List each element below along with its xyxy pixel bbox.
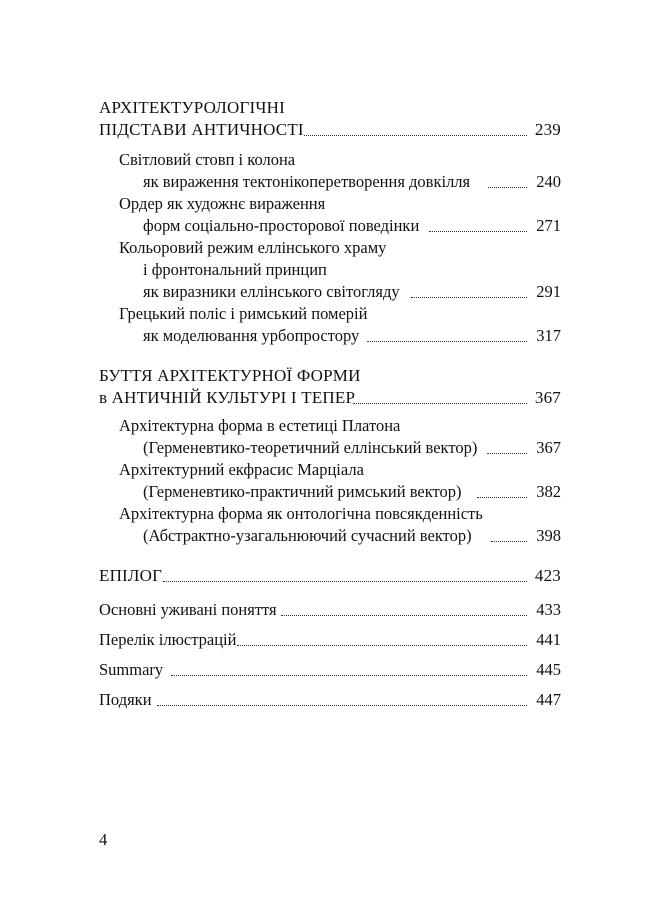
toc-appendix-line	[99, 629, 561, 651]
entry-text: (Абстрактно-узагальнюючий сучасний вектор)	[143, 526, 472, 545]
page-number: 271	[536, 216, 561, 235]
section-title-line	[99, 387, 561, 409]
section-title-line	[99, 119, 561, 141]
page-number: 398	[536, 526, 561, 545]
section-title-text: БУТТЯ АРХІТЕКТУРНОЇ ФОРМИ	[99, 366, 361, 385]
toc-entry-line	[99, 149, 561, 171]
entry-text: Архітектурна форма в естетиці Платона	[119, 416, 401, 435]
entry-text: як виразники еллінського світогляду	[143, 282, 400, 301]
dot-leader	[491, 525, 527, 547]
toc-section	[99, 97, 561, 347]
toc-entry-line	[99, 325, 561, 347]
page-number: 445	[536, 660, 561, 679]
page-number: 240	[536, 172, 561, 191]
page-number: 447	[536, 690, 561, 709]
dot-leader	[237, 629, 527, 651]
toc-epilogue-line	[99, 565, 561, 587]
entry-text: Грецький поліс і римський померій	[119, 304, 368, 323]
entry-text: Архітектурний екфрасис Марціала	[119, 460, 364, 479]
toc-entry-line	[99, 281, 561, 303]
page-folio: 4	[99, 830, 108, 849]
section-title-line	[99, 365, 561, 387]
toc-entry-line	[99, 415, 561, 437]
appendix-title: Основні уживані поняття	[99, 600, 277, 619]
appendix-title: Summary	[99, 660, 164, 679]
page-number: 382	[536, 482, 561, 501]
toc-entry-line	[99, 171, 561, 193]
dot-leader	[488, 171, 527, 193]
table-of-contents	[99, 97, 561, 711]
entry-text: (Герменевтико-теоретичний еллінський вектор)	[143, 438, 478, 457]
toc-entry-line	[99, 237, 561, 259]
section-title-line	[99, 97, 561, 119]
section-title-text: в АНТИЧНІЙ КУЛЬТУРІ І ТЕПЕР	[99, 388, 356, 407]
toc-entry-line	[99, 437, 561, 459]
entry-text: Ордер як художнє вираження	[119, 194, 326, 213]
dot-leader	[163, 565, 527, 587]
toc-entry-line	[99, 303, 561, 325]
page-number: 317	[536, 326, 561, 345]
entry-text: як моделювання урбопростору	[143, 326, 360, 345]
entry-text: форм соціально-просторової поведінки	[143, 216, 420, 235]
toc-appendix-line	[99, 599, 561, 621]
entry-text: і фронтональний принцип	[143, 260, 327, 279]
dot-leader	[304, 119, 527, 141]
toc-appendix-line	[99, 689, 561, 711]
entry-text: Архітектурна форма як онтологічна повсякденність	[119, 504, 483, 523]
entry-text: як вираження тектонікоперетворення довкілля	[143, 172, 471, 191]
entry-text: (Герменевтико-практичний римський вектор)	[143, 482, 462, 501]
toc-appendix-line	[99, 659, 561, 681]
toc-entry-line	[99, 459, 561, 481]
dot-leader	[281, 599, 527, 621]
toc-entry-line	[99, 259, 561, 281]
appendix-title: Подяки	[99, 690, 152, 709]
section-title-text: ПІДСТАВИ АНТИЧНОСТІ	[99, 120, 304, 139]
entry-text: Світловий стовп і колона	[119, 150, 296, 169]
dot-leader	[477, 481, 527, 503]
page-number: 433	[536, 600, 561, 619]
toc-entry-line	[99, 193, 561, 215]
appendix-title: Перелік ілюстрацій	[99, 630, 237, 649]
page-number: 239	[534, 120, 561, 139]
dot-leader	[411, 281, 527, 303]
dot-leader	[353, 387, 527, 409]
page-number: 367	[534, 388, 561, 407]
section-title-text: АРХІТЕКТУРОЛОГІЧНІ	[99, 98, 285, 117]
toc-entry-line	[99, 481, 561, 503]
toc-entry-line	[99, 215, 561, 237]
dot-leader	[429, 215, 527, 237]
toc-entry-line	[99, 525, 561, 547]
toc-entry-line	[99, 503, 561, 525]
dot-leader	[171, 659, 527, 681]
page-number: 441	[536, 630, 561, 649]
epilogue-title: ЕПІЛОГ	[99, 566, 163, 585]
page-number: 291	[536, 282, 561, 301]
dot-leader	[487, 437, 527, 459]
dot-leader	[367, 325, 527, 347]
entry-text: Кольоровий режим еллінського храму	[119, 238, 387, 257]
dot-leader	[157, 689, 527, 711]
toc-section	[99, 365, 561, 547]
page-number: 423	[534, 566, 561, 585]
page-number: 367	[536, 438, 561, 457]
